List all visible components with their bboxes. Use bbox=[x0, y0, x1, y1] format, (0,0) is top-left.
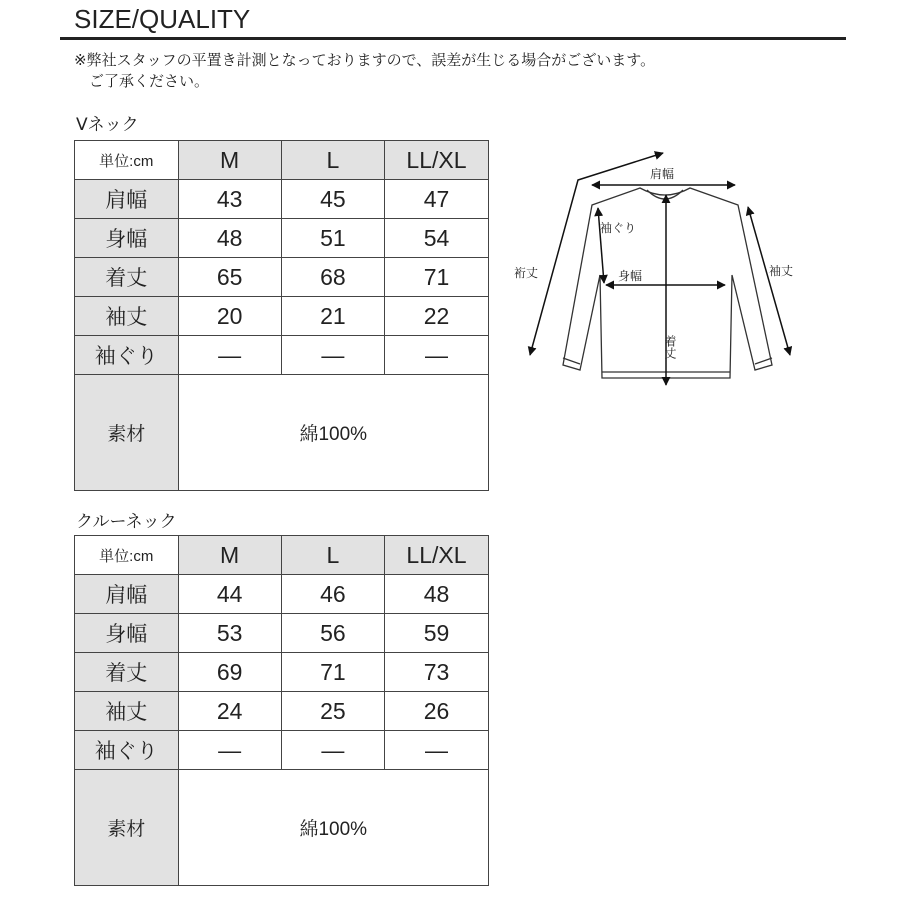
row-label: 袖ぐり bbox=[75, 731, 179, 770]
row-label: 身幅 bbox=[75, 614, 179, 653]
size-table-crewneck bbox=[74, 535, 489, 886]
page-title: SIZE/QUALITY bbox=[74, 4, 251, 34]
row-label: 身幅 bbox=[75, 219, 179, 258]
value-cell: 65 bbox=[178, 258, 281, 297]
table-label-vneck: Vネック bbox=[76, 115, 139, 135]
table-row bbox=[75, 653, 489, 692]
size-table-vneck bbox=[74, 140, 489, 491]
table-row bbox=[75, 692, 489, 731]
table-row bbox=[75, 731, 489, 770]
size-header: L bbox=[281, 141, 384, 180]
value-cell: 45 bbox=[281, 180, 384, 219]
row-label: 袖丈 bbox=[75, 692, 179, 731]
size-header: LL/XL bbox=[384, 536, 488, 575]
value-cell: 68 bbox=[281, 258, 384, 297]
row-label: 肩幅 bbox=[75, 180, 179, 219]
material-label: 素材 bbox=[75, 375, 179, 491]
value-cell: 71 bbox=[281, 653, 384, 692]
unit-cell: 単位:cm bbox=[75, 141, 179, 180]
table-row bbox=[75, 575, 489, 614]
value-cell: — bbox=[281, 336, 384, 375]
row-label: 袖丈 bbox=[75, 297, 179, 336]
material-row bbox=[75, 770, 489, 886]
value-cell: 56 bbox=[281, 614, 384, 653]
row-label: 袖ぐり bbox=[75, 336, 179, 375]
title-divider bbox=[60, 37, 846, 40]
value-cell: 26 bbox=[384, 692, 488, 731]
value-cell: — bbox=[384, 336, 488, 375]
header-row bbox=[75, 141, 489, 180]
size-header: LL/XL bbox=[384, 141, 488, 180]
size-header: M bbox=[178, 141, 281, 180]
value-cell: — bbox=[178, 336, 281, 375]
value-cell: 25 bbox=[281, 692, 384, 731]
value-cell: 48 bbox=[384, 575, 488, 614]
diagram-label-yuki: 裄丈 bbox=[514, 266, 539, 280]
value-cell: — bbox=[384, 731, 488, 770]
diagram-label-body-width: 身幅 bbox=[618, 269, 643, 283]
diagram-label-armhole: 袖ぐり bbox=[600, 221, 637, 235]
value-cell: 21 bbox=[281, 297, 384, 336]
table-row bbox=[75, 219, 489, 258]
value-cell: 59 bbox=[384, 614, 488, 653]
value-cell: 48 bbox=[178, 219, 281, 258]
value-cell: 53 bbox=[178, 614, 281, 653]
value-cell: 54 bbox=[384, 219, 488, 258]
size-header: M bbox=[178, 536, 281, 575]
value-cell: — bbox=[178, 731, 281, 770]
value-cell: 51 bbox=[281, 219, 384, 258]
diagram-label-shoulder: 肩幅 bbox=[650, 167, 675, 181]
header-row bbox=[75, 536, 489, 575]
row-label: 肩幅 bbox=[75, 575, 179, 614]
table-row bbox=[75, 336, 489, 375]
table-label-crewneck: クルーネック bbox=[76, 512, 177, 532]
value-cell: 73 bbox=[384, 653, 488, 692]
material-value: 綿100% bbox=[178, 375, 488, 491]
value-cell: 46 bbox=[281, 575, 384, 614]
value-cell: 22 bbox=[384, 297, 488, 336]
material-row bbox=[75, 375, 489, 491]
size-header: L bbox=[281, 536, 384, 575]
value-cell: 43 bbox=[178, 180, 281, 219]
value-cell: 47 bbox=[384, 180, 488, 219]
value-cell: 71 bbox=[384, 258, 488, 297]
measurement-note: ※弊社スタッフの平置き計測となっておりますので、誤差が生じる場合がございます。 ご了承ください。 bbox=[74, 51, 656, 90]
table-row bbox=[75, 297, 489, 336]
table-row bbox=[75, 258, 489, 297]
value-cell: 44 bbox=[178, 575, 281, 614]
unit-cell: 単位:cm bbox=[75, 536, 179, 575]
diagram-label-sleeve: 袖丈 bbox=[769, 264, 794, 278]
row-label: 着丈 bbox=[75, 258, 179, 297]
value-cell: 69 bbox=[178, 653, 281, 692]
table-row bbox=[75, 180, 489, 219]
value-cell: 20 bbox=[178, 297, 281, 336]
row-label: 着丈 bbox=[75, 653, 179, 692]
material-label: 素材 bbox=[75, 770, 179, 886]
measurement-diagram bbox=[510, 140, 810, 400]
value-cell: 24 bbox=[178, 692, 281, 731]
diagram-label-length: 着丈 bbox=[663, 335, 677, 359]
table-row bbox=[75, 614, 489, 653]
value-cell: — bbox=[281, 731, 384, 770]
material-value: 綿100% bbox=[178, 770, 488, 886]
